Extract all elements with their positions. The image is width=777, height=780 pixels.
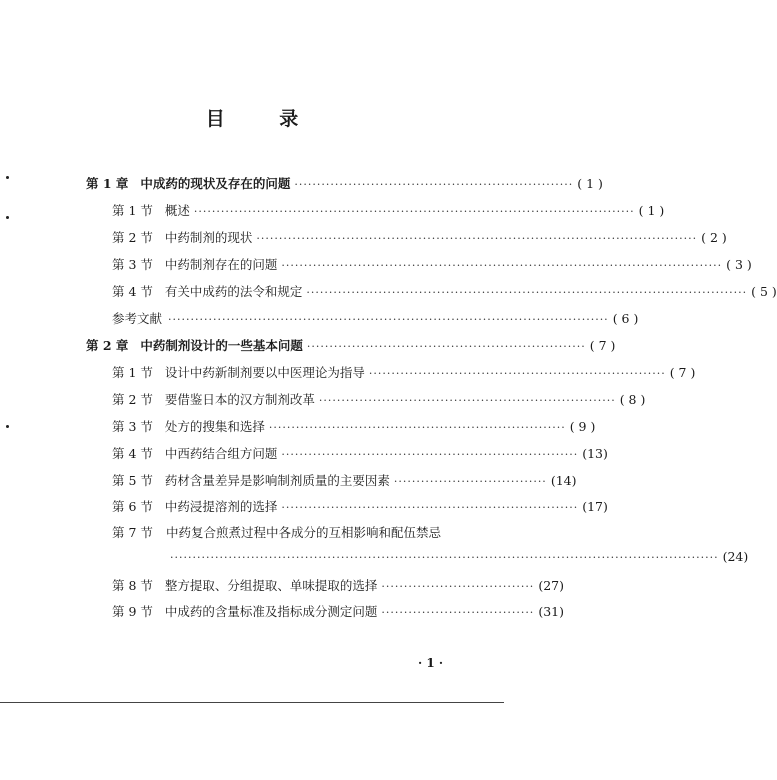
leader-dots: ·································································································· — [281, 259, 723, 272]
leader-dots: ·································································································· — [306, 286, 748, 299]
leader-dots: ·································································································· — [256, 232, 698, 245]
entry-title: 中药制剂设计的一些基本问题 — [140, 338, 303, 353]
toc-entry-1-1 — [112, 201, 665, 219]
entry-title: 中药制剂的现状 — [164, 230, 253, 245]
leader-dots: ·································································································· — [193, 205, 635, 218]
entry-label: 参考文献 — [112, 311, 163, 326]
entry-label: 第 1 节 — [112, 365, 153, 380]
entry-page: (17) — [582, 499, 608, 514]
entry-page: ( 8 ) — [619, 392, 646, 407]
entry-page: ( 3 ) — [726, 257, 752, 272]
page-bottom-edge — [0, 702, 504, 703]
toc-entry-chapter-2 — [86, 336, 616, 354]
entry-title: 要借鉴日本的汉方制剂改革 — [164, 392, 315, 407]
entry-label: 第 1 章 — [86, 176, 129, 191]
leader-dots: ·························································································································· — [170, 551, 719, 564]
leader-dots: ·································· — [381, 606, 535, 619]
leader-dots: ·································· — [393, 475, 547, 488]
entry-page: (24) — [722, 549, 749, 564]
entry-page: ( 2 ) — [701, 230, 727, 245]
entry-label: 第 3 节 — [112, 419, 153, 434]
toc-entry-2-2 — [112, 390, 646, 408]
scan-speck — [6, 176, 9, 179]
entry-title: 整方提取、分组提取、单味提取的选择 — [164, 578, 378, 593]
entry-label: 第 6 节 — [112, 499, 153, 514]
entry-label: 第 5 节 — [112, 473, 153, 488]
leader-dots: ·································································· — [281, 448, 579, 461]
entry-page: ( 1 ) — [638, 203, 665, 218]
entry-title: 概述 — [164, 203, 190, 218]
leader-dots: ·································································· — [318, 394, 616, 407]
toc-entry-2-1 — [112, 363, 696, 381]
entry-page: ( 6 ) — [612, 311, 639, 326]
toc-entry-1-4 — [112, 282, 777, 300]
entry-page: ( 9 ) — [569, 419, 596, 434]
entry-title: 有关中成药的法令和规定 — [164, 284, 303, 299]
entry-page: (31) — [538, 604, 564, 619]
leader-dots: ······························································ — [306, 340, 586, 353]
entry-page: (13) — [582, 446, 608, 461]
entry-title: 药材含量差异是影响制剂质量的主要因素 — [164, 473, 390, 488]
entry-label: 第 2 章 — [86, 338, 129, 353]
toc-entry-references — [112, 309, 639, 327]
leader-dots: ·································································· — [268, 421, 566, 434]
toc-entry-2-4 — [112, 444, 608, 462]
page-folio: · 1 · — [418, 656, 444, 670]
entry-label: 第 1 节 — [112, 203, 153, 218]
leader-dots: ······························································ — [294, 178, 574, 191]
entry-page: ( 1 ) — [577, 176, 603, 191]
entry-label: 第 3 节 — [112, 257, 153, 272]
scan-speck — [6, 425, 9, 428]
entry-title: 中成药的含量标准及指标成分测定问题 — [164, 604, 378, 619]
toc-entry-2-5 — [112, 471, 577, 489]
entry-label: 第 9 节 — [112, 604, 153, 619]
toc-entry-1-3 — [112, 255, 752, 273]
entry-page: ( 5 ) — [751, 284, 777, 299]
leader-dots: ·································································· — [281, 501, 579, 514]
entry-title-wrapped: 中药复合煎煮过程中各成分的互相影响和配伍禁忌 — [166, 525, 442, 540]
entry-title: 中西药结合组方问题 — [164, 446, 278, 461]
toc-entry-2-7-continuation — [170, 549, 749, 564]
entry-label: 第 2 节 — [112, 230, 153, 245]
entry-title: 中药制剂存在的问题 — [164, 257, 278, 272]
entry-page: ( 7 ) — [589, 338, 616, 353]
leader-dots: ·································· — [381, 580, 535, 593]
entry-label: 第 2 节 — [112, 392, 153, 407]
toc-entry-chapter-1 — [86, 174, 603, 192]
entry-title: 处方的搜集和选择 — [164, 419, 265, 434]
toc-entry-2-6 — [112, 497, 608, 515]
leader-dots: ·································································································· — [168, 313, 609, 326]
entry-page: ( 7 ) — [669, 365, 696, 380]
toc-entry-2-3 — [112, 417, 596, 435]
scan-speck — [6, 216, 9, 219]
leader-dots: ·································································· — [368, 367, 666, 380]
toc-entry-2-7 — [112, 523, 153, 541]
toc-title: 目 录 — [205, 108, 323, 130]
entry-label: 第 8 节 — [112, 578, 153, 593]
entry-label: 第 4 节 — [112, 446, 153, 461]
toc-entry-1-2 — [112, 228, 727, 246]
entry-page: (14) — [550, 473, 577, 488]
entry-title: 中药浸提溶剂的选择 — [164, 499, 278, 514]
toc-entry-2-9 — [112, 602, 564, 620]
toc-entry-2-8 — [112, 576, 564, 594]
entry-label: 第 7 节 — [112, 525, 153, 540]
entry-title: 中成药的现状及存在的问题 — [140, 176, 291, 191]
entry-title: 设计中药新制剂要以中医理论为指导 — [164, 365, 365, 380]
entry-label: 第 4 节 — [112, 284, 153, 299]
entry-page: (27) — [538, 578, 564, 593]
